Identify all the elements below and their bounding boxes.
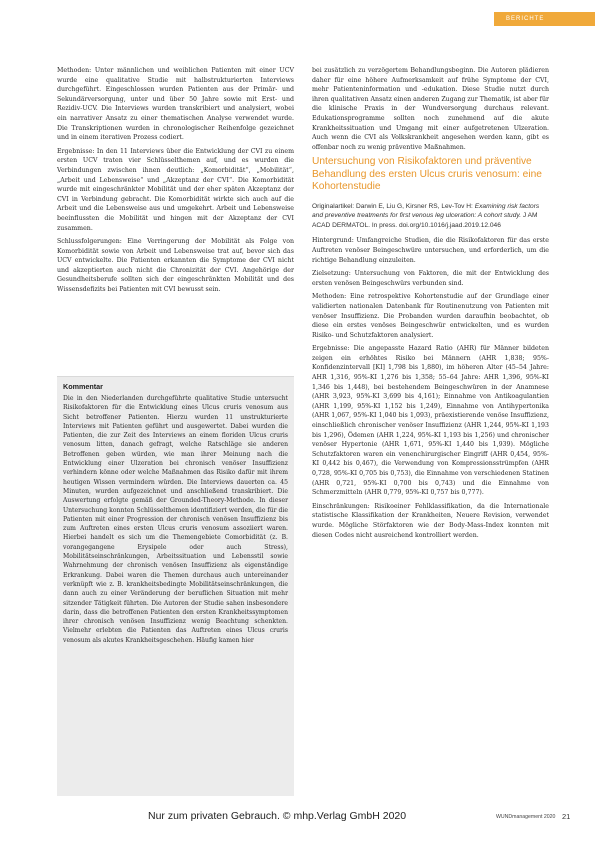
original-article-source: J AM ACAD DERMATOL. In press. doi.org/10.1016/j.jaad.2019.12.046 [312,212,538,229]
section-badge [494,12,595,26]
original-article-authors: Originalartikel: Darwin E, Liu G, Kirsner RS, Lev-Tov H: [312,202,473,210]
comment-box [57,376,294,796]
copyright-notice: Nur zum privaten Gebrauch. © mhp.Verlag GmbH 2020 [148,810,407,822]
ergebnisse-paragraph: Ergebnisse: In den 11 Interviews über die Entwicklung der CVI zu einem ersten UCV traten vier Schlüsselthemen auf, und es wurden die Verbindungen zwischen ihnen deutlich: „Komorbidität“, „Mobilität“, „Arbeit und Lebensweise“ und „Akzeptanz der CVI“. Die Komorbidität wurde mit eingeschränkter Mobilität und der eher späten Akzeptanz der CVI in Verbindung gebracht. Die Komorbidität wirkte sich auch auf die Arbeit und die Lebensweise aus und umgekehrt. Arbeit und Lebensweise beeinflussten die Mobilität und hingen mit der Akzeptanz der CVI zusammen. [57,147,294,232]
section-badge-label: BERICHTE [506,16,545,22]
ergebnisse-paragraph-right: Ergebnisse: Die angepasste Hazard Ratio (AHR) für Männer bildeten zeigen ein erhöhtes Risiko bei Männern (AHR 1,838; 95%-Konfidenzintervall [KI] 1,798 bis 1,880), im höheren Alter (45–54 Jahre: AHR 1,316, 95%-KI 1,276 bis 1,358; 55–64 Jahre: AHR 1,396, 95%-KI 1,346 bis 1,448), bei bestehendem Beingeschwüren in der Anamnese (AHR 3,923, 95%-KI 3,699 bis 4,161); Einnahme von Antikoagulantien (AHR 1,199, 95%-KI 1,152 bis 1,249), Einnahme von Antihypertonika (AHR 1,067, 95%-KI 1,040 bis 1,093), präexistierende venöse Insuffizienz, einschließlich chronischer venöser Insuffizienz (AHR 1,244, 95%-KI 1,193 bis 1,296), Ödemen (AHR 1,224, 95%-KI 1,193 bis 1,256) und chronischer venöser Hypertonie (AHR 1,671, 95%-KI 1,440 bis 1,939). Mögliche Schutzfaktoren waren ein venenchirurgischer Eingriff (AHR 0,454, 95%-KI 0,442 bis 0,467), die Verwendung von Kompressionsstrümpfen (AHR 0,728, 95%-KI 0,705 bis 0,753), die Einnahme von verschiedenen Statinen (AHR 0,721, 95%-KI 0,700 bis 0,743) und die Einnahme von Schmerzmitteln (AHR 0,779, 95%-KI 0,757 bis 0,777). [312,345,549,497]
comment-body: Die in den Niederlanden durchgeführte qualitative Studie untersucht Risikofaktoren für die Entwicklung eines Ulcus cruris venosum aus Sicht betroffener Patienten. Hierzu wurden 11 unstrukturierte Interviews mit Patienten geführt und ausgewertet. Dabei wurden die Patienten, die zur Zeit des Interviews an einem floriden Ulcus cruris venosum litten, danach gefragt, welche Ratschläge sie anderen Betroffenen geben würden, wie man ihrer Meinung nach die Entwicklung einer Ulzeration bei chronisch venöser Insuffizienz verhindern könne oder welche Maßnahmen das Risiko dafür mit ihrem heutigen Wissen vermindern würden. Die Interviews dauerten ca. 45 Minuten, wurden aufgezeichnet und anschließend transkribiert. Die Auswertung erfolgte gemäß der Grounded-Theory-Methode. In dieser Untersuchung konnten Schlüsselthemen identifiziert werden, die für die Patienten mit einer Progression der chronisch venösen Insuffizienz bis zum Auftreten eines ersten Ulcus cruris venosum assoziiert waren. Hierbei handelt es sich um die Themengebiete Comorbidität (z. B. vorangegangene Erysipele oder auch Stress), Mobilitätseinschränkungen, Arbeitssituation und Lebensstil sowie Wahrnehmung der chronisch venösen Insuffizienz als eigenständige Erkrankung. Dabei waren die Themen durchaus auch untereinander verknüpft wie z. B. krankheitsbedingte Mobilitätseinschränkungen, die dann auch zu einer Veränderung der beruflichen Situation mit mehr sitzender Tätigkeit führten. Die Autoren der Studie sahen insbesondere darin, dass die betroffenen Patienten den ersten Krankheitssymptomen ihrer chronisch venösen Insuffizienz wenig Beachtung schenkten. Vielmehr erlebten die Patienten das Auftreten eines Ulcus cruris venosum als akutes Krankheitsgeschehen. Häufig kamen hier [63,395,288,644]
page-number: 21 [562,812,571,821]
left-column [57,66,294,299]
comment-continuation: bei zusätzlich zu verzögertem Behandlungsbeginn. Die Autoren plädieren daher für eine höhere Aufmerksamkeit auf frühe Symptome der CVI, mehr Patienteninformation und -edukation. Diese Studie nutzt durch ihren qualitativen Ansatz einen anderen Zugang zur Thematik, ist aber für die klinische Praxis in der Wundversorgung durchaus relevant. Edukationsprogramme sollten noch zunehmend auf die akute Krankheitssituation und Umgang mit einer aufgetretenen Ulzeration. Auch wenn die CVI als Volkskrankheit angesehen werden kann, gibt es offenbar noch zu wenig präventive Maßnahmen. [312,67,549,151]
methoden-paragraph: Methoden: Unter männlichen und weiblichen Patienten mit einer UCV wurde eine qualitative Studie mit halbstrukturierten Interviews durchgeführt. Eingeschlossen wurden Patienten aus der Primär- und Sekundärversorgung, unter und über 50 Jahre sowie mit Erst- und Rezidiv-UCV. Die Interviews wurden transkribiert und analysiert, wobei ein narrativer Ansatz zu einer thematischen Analyse verwendet wurde. Die Transkriptionen wurden in chronologischer Reihenfolge gezeichnet und in einem iterativen Prozess codiert. [57,67,294,142]
einschraenkungen-paragraph: Einschränkungen: Risikoeiner Fehlklassifikation, da die Internationale statistische Klassifikation der Krankheiten, Neuere Revision, verwendet wurde. Mögliche Störfaktoren wie der Body-Mass-Index konnten mit diesen Codes nicht ausreichend kontrolliert werden. [312,502,549,539]
comment-heading: Kommentar [63,382,103,391]
methoden-paragraph-right: Methoden: Eine retrospektive Kohortenstudie auf der Grundlage einer validierten nationalen Datenbank für Routinenutzung von Patienten mit venöser Insuffizienz. Die Probanden wurden daraufhin beobachtet, ob diese ein erstes venöses Beingeschwür entwickelten, und es wurden Risiko- und Schutzfaktoren analysiert. [312,293,549,339]
schlussfolgerungen-paragraph: Schlussfolgerungen: Eine Verringerung der Mobilität als Folge von Komorbidität sowie von Arbeit und Lebensweise trat auf, bevor sich das UCV entwickelte. Die Patienten erkannten die Symptome der CVI nicht und akzeptierten auch nicht die Chronizität der CVI. Angehörige der Gesundheitsberufe sollten sich der eingeschränkten Mobilität und des Wissensdefizits bei Patienten mit CVI bewusst sein. [57,238,294,294]
journal-name: WUNDmanagement 2020 [496,814,556,820]
original-article-reference [312,202,549,231]
right-column [312,66,549,544]
hintergrund-paragraph: Hintergrund: Umfangreiche Studien, die die Risikofaktoren für das erste Auftreten venöser Beingeschwüre untersuchen, und erforderlich, um die richtige Behandlung einzuleiten. [312,237,549,264]
original-article-title: Examining risk factors and preventive treatments for first venous leg ulceration: A cohort study. [312,202,540,220]
zielsetzung-paragraph: Zielsetzung: Untersuchung von Faktoren, die mit der Entwicklung des ersten venösen Beingeschwürs verbunden sind. [312,270,549,287]
article-title: Untersuchung von Risikofaktoren und präventive Behandlung des ersten Ulcus cruris venosum: eine Kohortenstudie [312,156,542,193]
